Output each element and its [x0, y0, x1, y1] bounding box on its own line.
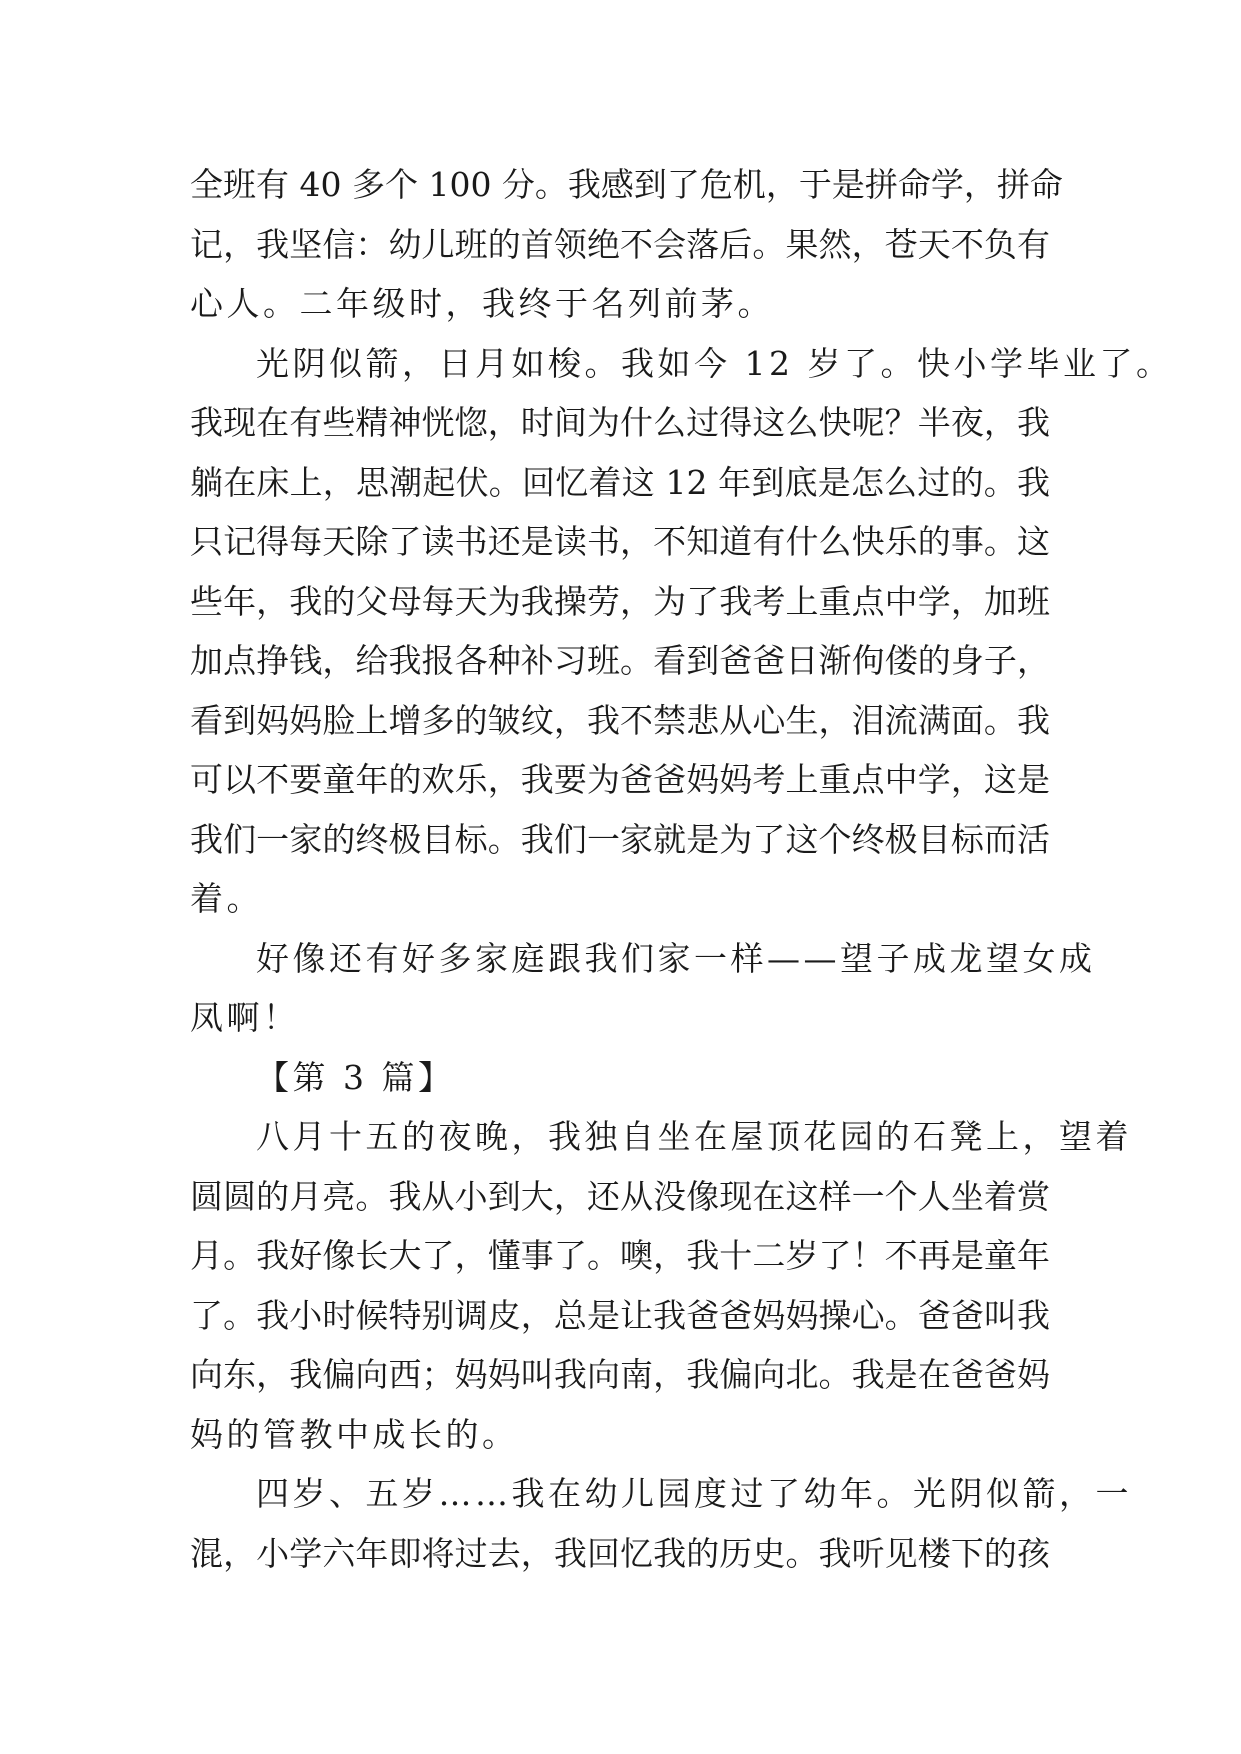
paragraph-start-line: 好像还有好多家庭跟我们家一样——望子成龙望女成 — [256, 938, 1096, 978]
text-line: 全班有 40 多个 100 分。我感到了危机，于是拼命学，拼命 — [190, 165, 1063, 204]
text-line: 记，我坚信：幼儿班的首领绝不会落后。果然，苍天不负有 — [190, 224, 1050, 264]
section-heading: 【第 3 篇】 — [256, 1057, 455, 1097]
text-line: 可以不要童年的欢乐，我要为爸爸妈妈考上重点中学，这是 — [190, 760, 1050, 799]
text-line: 着。 — [190, 879, 263, 918]
text-line: 月。我好像长大了，懂事了。噢，我十二岁了！不再是童年 — [190, 1236, 1050, 1275]
text-line: 看到妈妈脸上增多的皱纹，我不禁悲从心生，泪流满面。我 — [190, 700, 1050, 740]
text-line: 加点挣钱，给我报各种补习班。看到爸爸日渐佝偻的身子， — [190, 641, 1050, 680]
text-line: 我们一家的终极目标。我们一家就是为了这个终极目标而活 — [190, 819, 1050, 859]
text-line: 些年，我的父母每天为我操劳，为了我考上重点中学，加班 — [190, 581, 1050, 621]
document-body — [190, 155, 1173, 1583]
text-line: 凤啊！ — [190, 998, 300, 1037]
text-line: 妈的管教中成长的。 — [190, 1414, 519, 1454]
paragraph-start-line: 光阴似箭，日月如梭。我如今 12 岁了。快小学毕业了。 — [256, 343, 1173, 383]
text-line: 混，小学六年即将过去，我回忆我的历史。我听见楼下的孩 — [190, 1533, 1050, 1573]
paragraph-start-line: 八月十五的夜晚，我独自坐在屋顶花园的石凳上，望着 — [256, 1117, 1132, 1156]
text-line: 圆圆的月亮。我从小到大，还从没像现在这样一个人坐着赏 — [190, 1176, 1050, 1216]
text-line: 躺在床上，思潮起伏。回忆着这 12 年到底是怎么过的。我 — [190, 462, 1050, 502]
text-line: 向东，我偏向西；妈妈叫我向南，我偏向北。我是在爸爸妈 — [190, 1355, 1050, 1394]
text-line: 只记得每天除了读书还是读书，不知道有什么快乐的事。这 — [190, 522, 1050, 561]
text-line: 心人。二年级时，我终于名列前茅。 — [190, 284, 774, 323]
paragraph-start-line: 四岁、五岁……我在幼儿园度过了幼年。光阴似箭，一 — [256, 1474, 1132, 1513]
text-line: 了。我小时候特别调皮，总是让我爸爸妈妈操心。爸爸叫我 — [190, 1295, 1050, 1335]
text-line: 我现在有些精神恍惚，时间为什么过得这么快呢？半夜，我 — [190, 403, 1050, 442]
